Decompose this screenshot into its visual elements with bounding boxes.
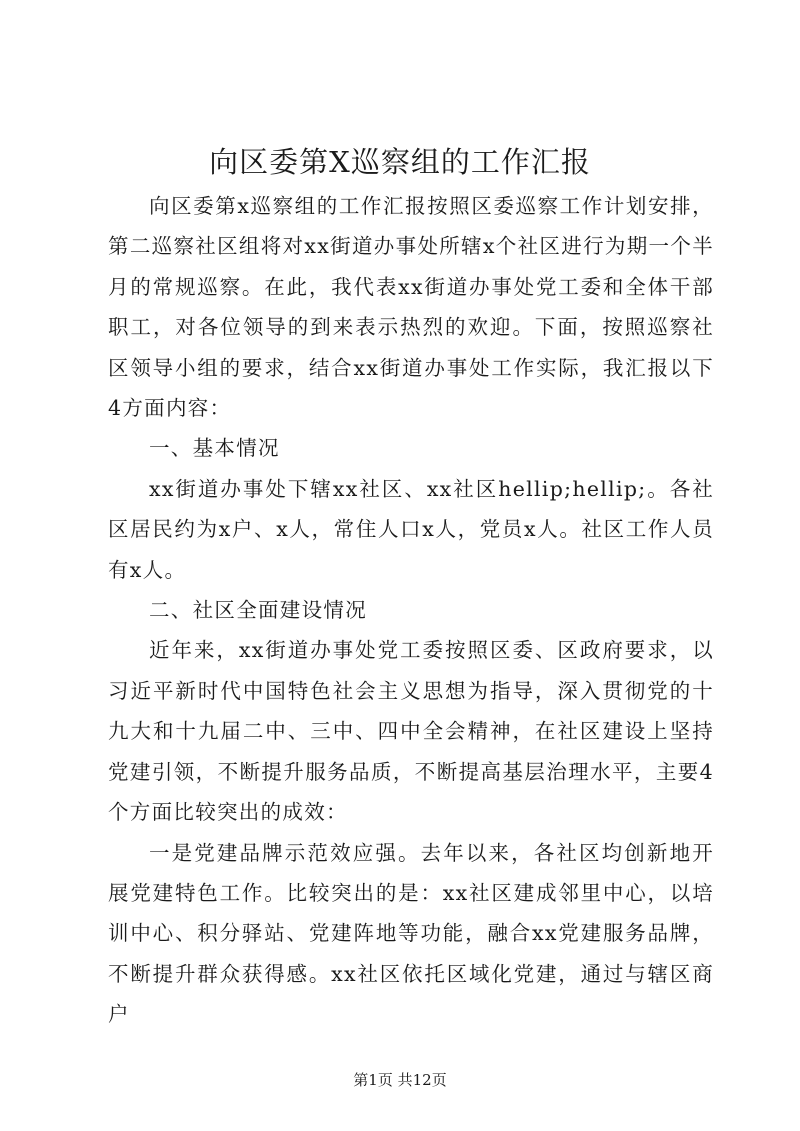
section-heading-construction: 二、社区全面建设情况 [149,598,367,623]
document-body [108,186,714,1035]
document-title: 向区委第X巡察组的工作汇报 [209,145,591,179]
paragraph-basic: xx街道办事处下辖xx社区、xx社区hellip;hellip;。各社区居民约为x户、x人，常住人口x人，党员x人。社区工作人员有x人。 [108,476,714,582]
section-heading-basic: 一、基本情况 [149,436,280,461]
paragraph-party-brand: 一是党建品牌示范效应强。去年以来，各社区均创新地开展党建特色工作。比较突出的是：xx社区建成邻里中心，以培训中心、积分驿站、党建阵地等功能，融合xx党建服务品牌，不断提升群众获得感。xx社区依托区域化党建，通过与辖区商户 [108,840,714,1027]
page-number-footer: 第1页 共12页 [353,1071,447,1089]
paragraph-intro: 向区委第x巡察组的工作汇报按照区委巡察工作计划安排，第二巡察社区组将对xx街道办事处所辖x个社区进行为期一个半月的常规巡察。在此，我代表xx街道办事处党工委和全体干部职工，对各位领导的到来表示热烈的欢迎。下面，按照巡察社区领导小组的要求，结合xx街道办事处工作实际，我汇报以下4方面内容： [108,194,714,421]
paragraph-construction: 近年来，xx街道办事处党工委按照区委、区政府要求，以习近平新时代中国特色社会主义思想为指导，深入贯彻党的十九大和十九届二中、三中、四中全会精神，在社区建设上坚持党建引领，不断提升服务品质，不断提高基层治理水平，主要4个方面比较突出的成效： [108,638,714,825]
